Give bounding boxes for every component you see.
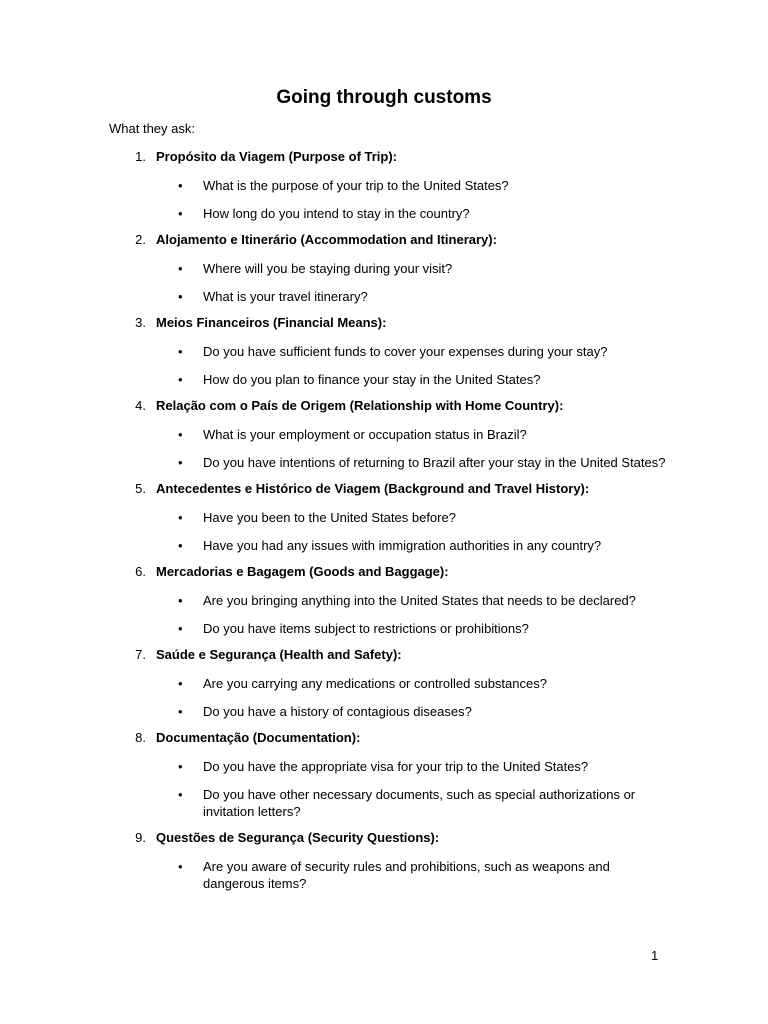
bullet-icon: •	[178, 372, 183, 387]
question-text: How do you plan to finance your stay in the United States?	[203, 372, 541, 387]
section-item	[0, 394, 768, 477]
question-item	[0, 781, 768, 826]
question-text: What is the purpose of your trip to the United States?	[203, 178, 509, 193]
section-number: 6.	[135, 564, 146, 579]
page-number: 1	[651, 948, 659, 963]
bullet-icon: •	[178, 593, 183, 608]
question-list	[0, 504, 768, 560]
question-text: Do you have intentions of returning to Brazil after your stay in the United States?	[203, 455, 666, 470]
question-list	[0, 670, 768, 726]
bullet-icon: •	[178, 178, 183, 193]
bullet-icon: •	[178, 676, 183, 691]
section-heading-row	[0, 228, 768, 255]
question-text: Do you have other necessary documents, such as special authorizations or invitation letters?	[203, 787, 636, 819]
section-heading-row	[0, 477, 768, 504]
bullet-icon: •	[178, 427, 183, 442]
section-item	[0, 228, 768, 311]
section-item	[0, 726, 768, 826]
bullet-icon: •	[178, 621, 183, 636]
section-number: 9.	[135, 830, 146, 845]
section-heading: Meios Financeiros (Financial Means):	[156, 315, 387, 330]
section-item	[0, 560, 768, 643]
section-item	[0, 145, 768, 228]
section-item	[0, 826, 768, 898]
question-item	[0, 449, 768, 477]
question-item	[0, 532, 768, 560]
section-heading: Antecedentes e Histórico de Viagem (Background and Travel History):	[156, 481, 590, 496]
question-item	[0, 753, 768, 781]
section-heading-row	[0, 643, 768, 670]
question-text: Do you have a history of contagious diseases?	[203, 704, 472, 719]
question-item	[0, 338, 768, 366]
bullet-icon: •	[178, 538, 183, 553]
bullet-icon: •	[178, 704, 183, 719]
question-list	[0, 255, 768, 311]
question-list	[0, 338, 768, 394]
section-heading-row	[0, 560, 768, 587]
page-title: Going through customs	[276, 87, 492, 108]
bullet-icon: •	[178, 289, 183, 304]
section-heading: Relação com o País de Origem (Relationship with Home Country):	[156, 398, 564, 413]
section-heading: Propósito da Viagem (Purpose of Trip):	[156, 149, 398, 164]
bullet-icon: •	[178, 455, 183, 470]
question-item	[0, 698, 768, 726]
question-item	[0, 504, 768, 532]
section-heading: Alojamento e Itinerário (Accommodation and Itinerary):	[156, 232, 497, 247]
question-text: Do you have items subject to restrictions or prohibitions?	[203, 621, 529, 636]
question-text: Are you bringing anything into the United States that needs to be declared?	[203, 593, 636, 608]
question-item	[0, 853, 768, 898]
question-text: Have you had any issues with immigration authorities in any country?	[203, 538, 602, 553]
section-number: 2.	[135, 232, 146, 247]
section-heading: Questões de Segurança (Security Questions):	[156, 830, 440, 845]
section-heading: Documentação (Documentation):	[156, 730, 361, 745]
section-heading-row	[0, 726, 768, 753]
question-text: What is your employment or occupation status in Brazil?	[203, 427, 527, 442]
question-list	[0, 753, 768, 826]
section-heading: Mercadorias e Bagagem (Goods and Baggage):	[156, 564, 449, 579]
question-list	[0, 853, 768, 898]
section-number: 5.	[135, 481, 146, 496]
intro-text: What they ask:	[109, 121, 195, 136]
section-heading-row	[0, 826, 768, 853]
section-number: 7.	[135, 647, 146, 662]
question-text: Have you been to the United States before?	[203, 510, 456, 525]
question-item	[0, 172, 768, 200]
question-item	[0, 421, 768, 449]
question-item	[0, 200, 768, 228]
section-heading-row	[0, 311, 768, 338]
question-item	[0, 670, 768, 698]
bullet-icon: •	[178, 859, 183, 874]
question-text: Are you carrying any medications or controlled substances?	[203, 676, 547, 691]
bullet-icon: •	[178, 261, 183, 276]
question-list	[0, 421, 768, 477]
question-text: Where will you be staying during your visit?	[203, 261, 453, 276]
bullet-icon: •	[178, 787, 183, 802]
section-number: 8.	[135, 730, 146, 745]
bullet-icon: •	[178, 510, 183, 525]
section-number: 1.	[135, 149, 146, 164]
question-item	[0, 587, 768, 615]
bullet-icon: •	[178, 206, 183, 221]
section-item	[0, 643, 768, 726]
bullet-icon: •	[178, 344, 183, 359]
section-item	[0, 477, 768, 560]
question-list	[0, 172, 768, 228]
question-text: Do you have sufficient funds to cover your expenses during your stay?	[203, 344, 608, 359]
section-heading-row	[0, 394, 768, 421]
question-item	[0, 366, 768, 394]
question-text: What is your travel itinerary?	[203, 289, 368, 304]
question-list	[0, 587, 768, 643]
section-heading-row	[0, 145, 768, 172]
question-text: Are you aware of security rules and prohibitions, such as weapons and dangerous items?	[203, 859, 610, 891]
question-item	[0, 255, 768, 283]
section-item	[0, 311, 768, 394]
section-number: 4.	[135, 398, 146, 413]
question-item	[0, 615, 768, 643]
question-text: How long do you intend to stay in the country?	[203, 206, 470, 221]
section-heading: Saúde e Segurança (Health and Safety):	[156, 647, 402, 662]
questions-list	[0, 145, 768, 898]
question-item	[0, 283, 768, 311]
bullet-icon: •	[178, 759, 183, 774]
question-text: Do you have the appropriate visa for your trip to the United States?	[203, 759, 589, 774]
section-number: 3.	[135, 315, 146, 330]
